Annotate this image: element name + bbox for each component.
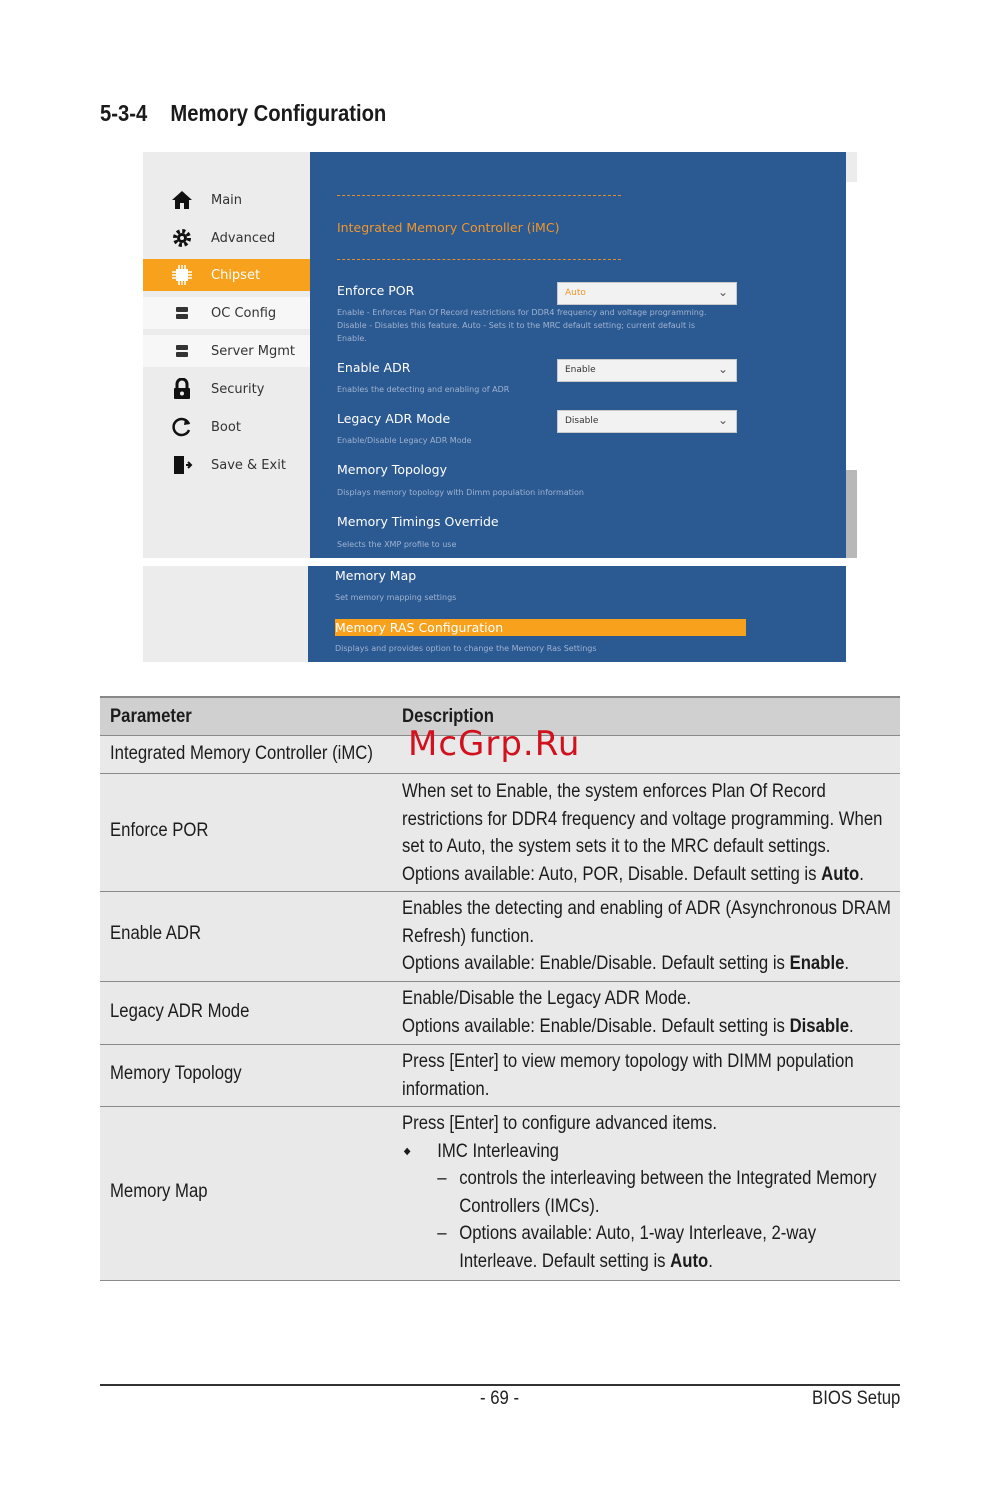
nav-label: Security: [211, 381, 265, 397]
desc-line: restrictions for DDR4 frequency and voltage programming. When: [402, 808, 883, 830]
param-enforce-por: Enforce POR: [110, 820, 209, 841]
enforce-por-label[interactable]: Enforce POR: [337, 283, 415, 298]
scrollbar-thumb[interactable]: [846, 470, 857, 558]
sub-text: Controllers (IMCs).: [459, 1195, 600, 1217]
table-row: [100, 1107, 900, 1281]
desc-enforce-por: [402, 778, 895, 888]
desc-options: Options available: Enable/Disable. Default setting is Enable.: [402, 953, 850, 974]
header-parameter: Parameter: [110, 706, 192, 727]
bullet-item: ◆ IMC Interleaving: [402, 1138, 895, 1166]
legacy-adr-select[interactable]: [557, 410, 737, 433]
desc-line: Enable/Disable the Legacy ADR Mode.: [402, 988, 692, 1009]
desc-line: Press [Enter] to view memory topology with DIMM population: [402, 1051, 854, 1072]
chevron-down-icon: ⌄: [717, 285, 728, 299]
memory-topology-help: Displays memory topology with Dimm population information: [337, 488, 584, 497]
nav-label: Boot: [211, 419, 241, 435]
sub-item: [402, 1220, 895, 1248]
param-memory-map: Memory Map: [110, 1181, 208, 1202]
desc-line: information.: [402, 1078, 490, 1100]
enforce-por-select[interactable]: [557, 282, 737, 305]
bios-settings-panel: [310, 152, 846, 558]
nav-oc-config[interactable]: [143, 297, 310, 329]
desc-line: Refresh) function.: [402, 925, 534, 947]
desc-options: Options available: Enable/Disable. Default setting is Disable.: [402, 1015, 854, 1037]
bios-screenshot-top: [143, 152, 857, 558]
desc-options: Options available: Auto, POR, Disable. Default setting is Auto.: [402, 863, 864, 885]
default-value: Auto: [821, 863, 860, 885]
select-value: Enable: [565, 365, 596, 375]
legacy-adr-help: Enable/Disable Legacy ADR Mode: [337, 436, 472, 445]
table-row: [100, 774, 900, 892]
memory-map-help: Set memory mapping settings: [335, 593, 457, 602]
select-value: Disable: [565, 416, 599, 426]
header-description: Description: [402, 706, 494, 727]
sub-text: Options available: Auto, 1-way Interleave, 2-way: [459, 1223, 817, 1244]
nav-security[interactable]: [143, 373, 310, 405]
footer-divider: [100, 1384, 900, 1386]
nav-label: Chipset: [211, 267, 261, 283]
chevron-down-icon: ⌄: [717, 362, 728, 376]
nav-label: Main: [211, 192, 243, 208]
memory-timings-help: Selects the XMP profile to use: [337, 540, 457, 549]
default-value: Auto: [670, 1250, 709, 1272]
enforce-por-help: Enable - Enforces Plan Of Record restrictions for DDR4 frequency and voltage programming. Disable - Disables this feature. Auto - Sets it to the MRC default setting; current default is Enable.: [337, 308, 707, 343]
dash-icon: –: [437, 1168, 447, 1189]
desc-line: When set to Enable, the system enforces Plan Of Record: [402, 781, 826, 802]
bios-settings-panel-lower: [308, 566, 846, 662]
param-imc: Integrated Memory Controller (iMC): [110, 743, 373, 764]
chip-icon: [167, 263, 197, 287]
server-icon: [167, 339, 197, 363]
nav-main[interactable]: [143, 184, 310, 216]
table-row: [100, 982, 900, 1045]
desc-line: set to Auto, the system sets it to the MRC default settings.: [402, 836, 831, 857]
desc-enable-adr: [402, 895, 895, 978]
enable-adr-label[interactable]: Enable ADR: [337, 360, 411, 375]
sub-text: controls the interleaving between the Integrated Memory: [459, 1168, 877, 1189]
server-icon: [167, 301, 197, 325]
section-heading: [100, 100, 386, 127]
refresh-icon: [167, 415, 197, 439]
sub-item-last: Interleave. Default setting is Auto.: [459, 1250, 713, 1272]
memory-ras-help: Displays and provides option to change the Memory Ras Settings: [335, 644, 597, 653]
home-icon: [167, 188, 197, 212]
watermark: McGrp.Ru: [408, 724, 581, 764]
desc-line: Enables the detecting and enabling of ADR (Asynchronous DRAM: [402, 898, 891, 919]
param-legacy-adr: Legacy ADR Mode: [110, 1001, 250, 1022]
desc-memory-topology: [402, 1048, 895, 1103]
sub-text: Interleave. Default setting is: [459, 1250, 671, 1272]
table-row: [100, 892, 900, 982]
legacy-adr-label[interactable]: Legacy ADR Mode: [337, 411, 451, 426]
options-text: Options available: Enable/Disable. Default setting is: [402, 1015, 790, 1037]
dash-icon: –: [437, 1223, 447, 1244]
nav-advanced[interactable]: [143, 222, 310, 254]
memory-timings-label[interactable]: Memory Timings Override: [337, 514, 499, 529]
lock-icon: [167, 377, 197, 401]
table-row: [100, 1045, 900, 1107]
param-memory-topology: Memory Topology: [110, 1063, 242, 1084]
desc-line: Press [Enter] to configure advanced items.: [402, 1113, 718, 1134]
nav-label: Save & Exit: [211, 457, 286, 473]
exit-icon: [167, 453, 197, 477]
sub-item: [402, 1165, 895, 1193]
nav-save-exit[interactable]: [143, 449, 310, 481]
nav-label: Server Mgmt: [211, 343, 295, 359]
nav-label: OC Config: [211, 305, 277, 321]
nav-chipset[interactable]: [143, 259, 310, 291]
gear-icon: [167, 226, 197, 250]
default-value: Disable: [789, 1015, 850, 1037]
memory-map-label[interactable]: Memory Map: [335, 568, 417, 583]
nav-boot[interactable]: [143, 411, 310, 443]
chevron-down-icon: ⌄: [717, 413, 728, 427]
nav-label: Advanced: [211, 230, 276, 246]
section-number: 5-3-4: [100, 100, 148, 126]
memory-ras-config-item[interactable]: Memory RAS Configuration: [335, 619, 746, 636]
enable-adr-help: Enables the detecting and enabling of ADR: [337, 385, 510, 394]
select-value: Auto: [565, 288, 586, 298]
param-enable-adr: Enable ADR: [110, 923, 202, 944]
divider: [337, 259, 621, 260]
page-number: - 69 -: [480, 1388, 520, 1409]
footer-title: BIOS Setup: [811, 1388, 900, 1409]
enable-adr-select[interactable]: [557, 359, 737, 382]
imc-title: Integrated Memory Controller (iMC): [337, 220, 560, 235]
options-text: Options available: Auto, POR, Disable. Default setting is: [402, 863, 822, 885]
section-title: Memory Configuration: [170, 100, 387, 126]
nav-server-mgmt[interactable]: [143, 335, 310, 367]
divider: [337, 195, 621, 196]
desc-legacy-adr: [402, 985, 895, 1040]
memory-topology-label[interactable]: Memory Topology: [337, 462, 448, 477]
default-value: Enable: [789, 953, 845, 974]
bios-screenshot-bottom: [143, 566, 846, 662]
desc-memory-map: [402, 1110, 895, 1275]
options-text: Options available: Enable/Disable. Default setting is: [402, 953, 790, 974]
